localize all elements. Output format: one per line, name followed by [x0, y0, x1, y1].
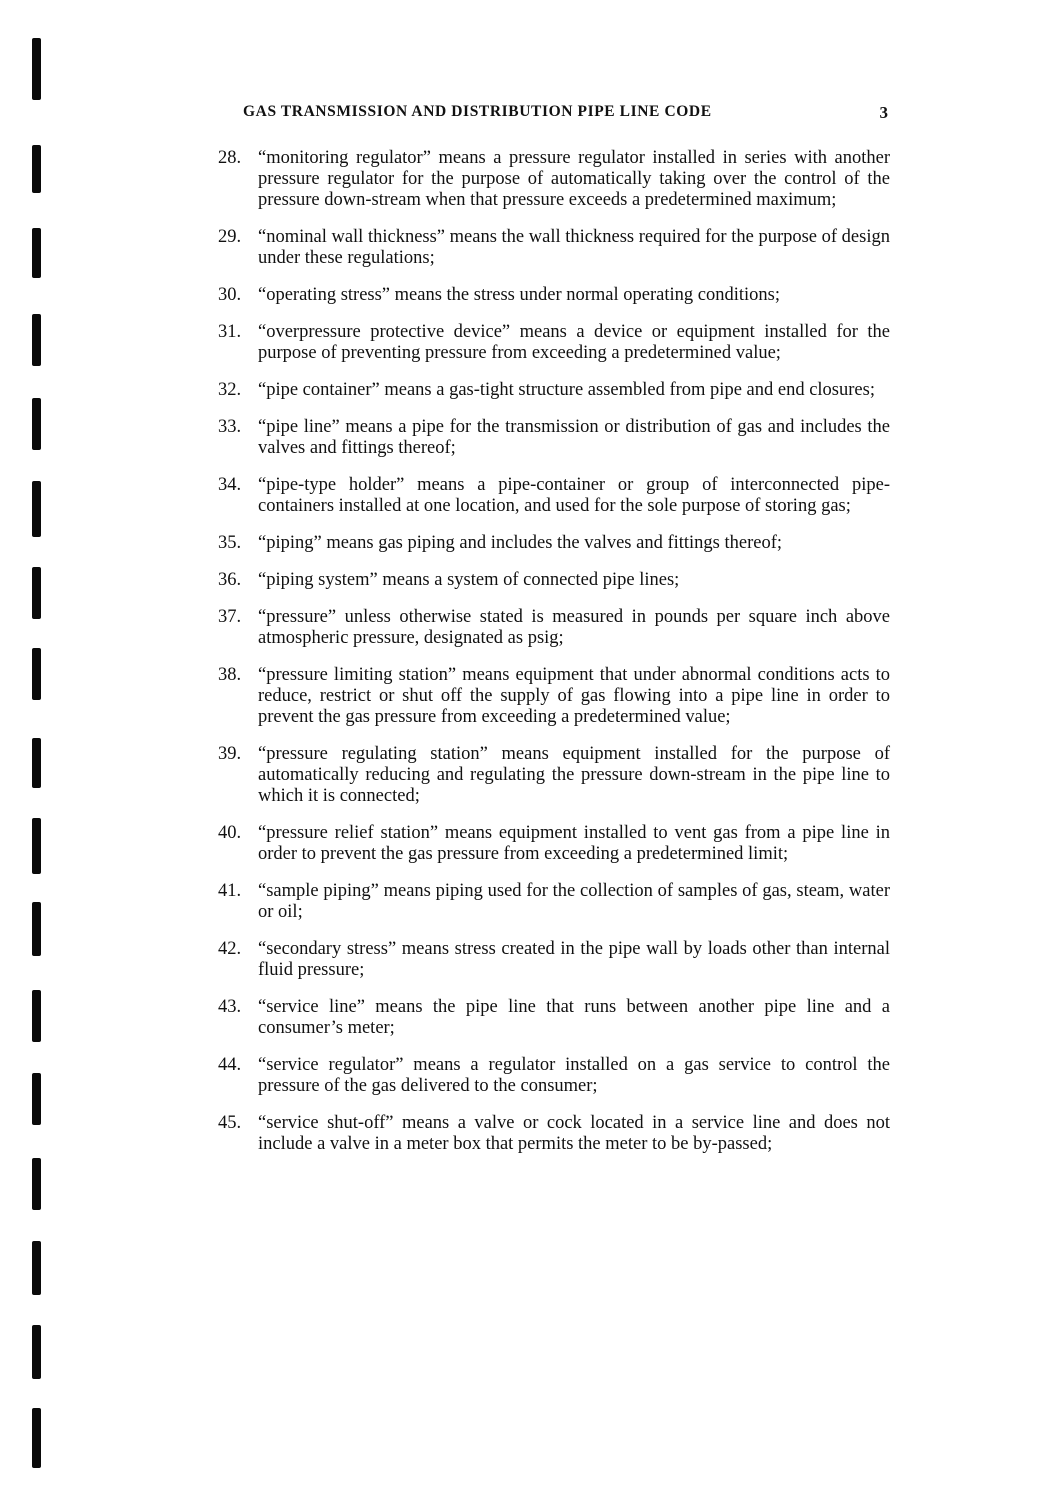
definition-number: 41.: [218, 881, 242, 901]
definition-item: [218, 322, 890, 364]
definition-number: 35.: [218, 533, 242, 553]
definition-item: [218, 475, 890, 517]
definition-number: 44.: [218, 1055, 242, 1075]
definition-item: [218, 744, 890, 807]
binding-mark: [32, 145, 41, 193]
definition-number: 34.: [218, 475, 242, 495]
definition-item: [218, 607, 890, 649]
definition-number: 32.: [218, 380, 242, 400]
definition-text: “nominal wall thickness” means the wall thickness required for the purpose of design under these regulations;: [258, 227, 890, 268]
definition-text: “pipe line” means a pipe for the transmission or distribution of gas and includes the valves and fittings thereof;: [258, 417, 890, 458]
definition-item: [218, 570, 890, 591]
definition-text: “service shut-off” means a valve or cock located in a service line and does not include a valve in a meter box that permits the meter to be by-passed;: [258, 1113, 890, 1154]
binding-mark: [32, 818, 41, 874]
definition-text: “piping system” means a system of connected pipe lines;: [258, 570, 680, 590]
binding-mark: [32, 481, 41, 537]
definition-item: [218, 939, 890, 981]
binding-mark: [32, 1073, 41, 1125]
binding-mark: [32, 1325, 41, 1379]
binding-mark: [32, 738, 41, 788]
binding-mark: [32, 1408, 41, 1468]
page-header: [243, 103, 888, 127]
definition-text: “pressure limiting station” means equipment that under abnormal conditions acts to reduce, restrict or shut off the supply of gas flowing into a pipe line in order to prevent the gas pressure from exceeding a predetermined value;: [258, 665, 890, 727]
definition-item: [218, 380, 890, 401]
running-title: GAS TRANSMISSION AND DISTRIBUTION PIPE LINE CODE: [243, 103, 712, 120]
definition-text: “operating stress” means the stress under normal operating conditions;: [258, 285, 780, 305]
definition-item: [218, 1055, 890, 1097]
definition-number: 38.: [218, 665, 242, 685]
definition-text: “pressure relief station” means equipment installed to vent gas from a pipe line in order to prevent the gas pressure from exceeding a predetermined limit;: [258, 823, 890, 864]
definition-number: 28.: [218, 148, 242, 168]
binding-mark: [32, 1241, 41, 1295]
binding-mark: [32, 1158, 41, 1210]
definition-text: “service regulator” means a regulator installed on a gas service to control the pressure of the gas delivered to the consumer;: [258, 1055, 890, 1096]
definition-number: 31.: [218, 322, 242, 342]
definition-item: [218, 665, 890, 728]
definition-text: “pipe container” means a gas-tight structure assembled from pipe and end closures;: [258, 380, 875, 400]
definition-item: [218, 881, 890, 923]
definition-item: [218, 1113, 890, 1155]
binding-mark: [32, 228, 41, 278]
page-number: 3: [879, 103, 888, 122]
definition-text: “pressure” unless otherwise stated is measured in pounds per square inch above atmospheric pressure, designated as psig;: [258, 607, 890, 648]
definition-item: [218, 417, 890, 459]
definition-item: [218, 148, 890, 211]
definition-text: “sample piping” means piping used for the collection of samples of gas, steam, water or oil;: [258, 881, 890, 922]
definition-item: [218, 533, 890, 554]
definition-number: 45.: [218, 1113, 242, 1133]
binding-mark: [32, 38, 41, 100]
definition-number: 36.: [218, 570, 242, 590]
definition-number: 33.: [218, 417, 242, 437]
definition-number: 37.: [218, 607, 242, 627]
definition-number: 42.: [218, 939, 242, 959]
definition-list: [218, 148, 890, 1171]
definition-text: “service line” means the pipe line that runs between another pipe line and a consumer’s meter;: [258, 997, 890, 1038]
definition-text: “secondary stress” means stress created in the pipe wall by loads other than internal fluid pressure;: [258, 939, 890, 980]
definition-item: [218, 227, 890, 269]
definition-text: “piping” means gas piping and includes the valves and fittings thereof;: [258, 533, 783, 553]
definition-item: [218, 997, 890, 1039]
definition-number: 30.: [218, 285, 242, 305]
definition-item: [218, 823, 890, 865]
definition-text: “pipe-type holder” means a pipe-container or group of interconnected pipe-containers installed at one location, and used for the sole purpose of storing gas;: [258, 475, 890, 516]
definition-item: [218, 285, 890, 306]
binding-mark: [32, 990, 41, 1042]
binding-mark: [32, 648, 41, 700]
binding-mark: [32, 902, 41, 956]
definition-number: 40.: [218, 823, 242, 843]
definition-number: 39.: [218, 744, 242, 764]
definition-number: 43.: [218, 997, 242, 1017]
binding-mark: [32, 567, 41, 619]
definition-number: 29.: [218, 227, 242, 247]
definition-text: “monitoring regulator” means a pressure regulator installed in series with another pressure regulator for the purpose of automatically taking over the control of the pressure down-stream when that pressure exceeds a predetermined maximum;: [258, 148, 890, 210]
binding-mark: [32, 314, 41, 366]
binding-mark: [32, 398, 41, 450]
definition-text: “pressure regulating station” means equipment installed for the purpose of automatically reducing and regulating the pressure down-stream in the pipe line to which it is connected;: [258, 744, 890, 806]
definition-text: “overpressure protective device” means a device or equipment installed for the purpose of preventing pressure from exceeding a predetermined value;: [258, 322, 890, 363]
